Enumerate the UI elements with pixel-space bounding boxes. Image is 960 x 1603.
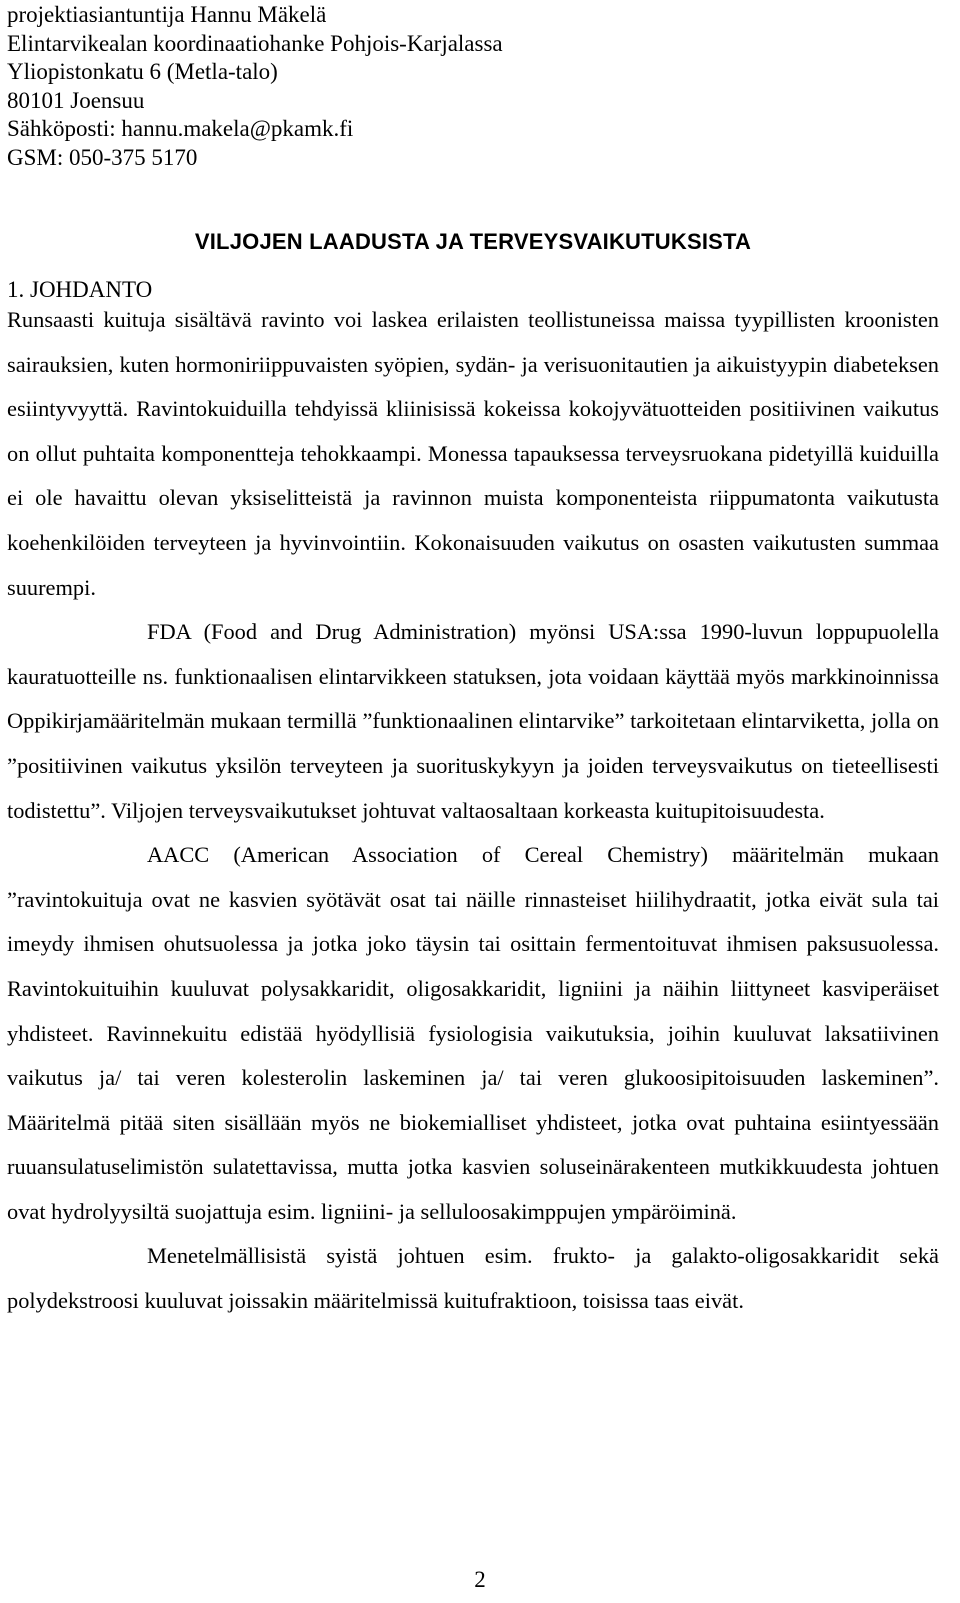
- document-title: VILJOJEN LAADUSTA JA TERVEYSVAIKUTUKSISTA: [194, 229, 752, 254]
- paragraph-introduction: Runsaasti kuituja sisältävä ravinto voi laskea erilaisten teollistuneissa maissa tyypillisten kroonisten sairauksien, kuten hormoniriippuvaisten syöpien, sydän- ja verisuonitautien ja aikuistyypin diabeteksen esiintyvyyttä. Ravintokuiduilla tehdyissä kliinisissä kokeissa kokojyvätuotteiden positiivinen vaikutus on ollut puhtaita komponentteja tehokkaampi. Monessa tapauksessa terveysruokana pidetyillä kuiduilla ei ole havaittu olevan yksiselitteistä ja ravinnon muista komponenteista riippumatonta vaikutusta koehenkilöiden terveyteen ja hyvinvointiin. Kokonaisuuden vaikutus on osasten vaikutusten summaa suurempi.: [7, 307, 939, 600]
- paragraph-methods: Menetelmällisistä syistä johtuen esim. frukto- ja galakto-oligosakkaridit sekä polydekstroosi kuuluvat joissakin määritelmissä kuitufraktioon, toisissa taas eivät.: [7, 1243, 939, 1314]
- contact-organization-line: Elintarvikealan koordinaatiohanke Pohjois-Karjalassa: [7, 30, 503, 56]
- contact-phone-line: GSM: 050-375 5170: [7, 144, 198, 170]
- paragraph-aacc: AACC (American Association of Cereal Chemistry) määritelmän mukaan ”ravintokuituja ovat ne kasvien syötävät osat tai näille rinnasteiset hiilihydraatit, jotka eivät sula tai imeydy ihmisen ohutsuolessa ja jotka joko täysin tai osittain fermentoituvat ihmisen paksusuolessa. Ravintokuituihin kuuluvat polysakkaridit, oligosakkaridit, ligniini ja näihin liittyneet kasviperäiset yhdisteet. Ravinnekuitu edistää hyödyllisiä fysiologisia vaikutuksia, joihin kuuluvat laksatiivinen vaikutus ja/ tai veren kolesterolin laskeminen ja/ tai veren glukoosipitoisuuden laskeminen”. Määritelmä pitää siten sisällään myös ne biokemialliset yhdisteet, jotka ovat puhtaina esiintyessään ruuansulatuselimistön sulatettavissa, mutta jotka kasvien soluseinärakenteen mutkikkuudesta johtuen ovat hydrolyysiltä suojattuja esim. ligniini- ja selluloosakimppujen ympäröiminä.: [7, 842, 939, 1224]
- section-heading: 1. JOHDANTO: [7, 277, 153, 302]
- contact-block: [7, 1, 939, 172]
- contact-postal-line: 80101 Joensuu: [7, 87, 145, 113]
- contact-email-line: Sähköposti: hannu.makela@pkamk.fi: [7, 116, 354, 141]
- page-number: 2: [474, 1567, 486, 1592]
- document-page: [7, 0, 939, 1324]
- contact-address-line: Yliopistonkatu 6 (Metla-talo): [7, 59, 278, 84]
- paragraph-fda: FDA (Food and Drug Administration) myönsi USA:ssa 1990-luvun loppupuolella kauratuotteille ns. funktionaalisen elintarvikkeen statuksen, jota voidaan käyttää myös markkinoinnissa Oppikirjamääritelmän mukaan termillä ”funktionaalinen elintarvike” tarkoitetaan elintarviketta, jolla on ”positiivinen vaikutus yksilön terveyteen ja suorituskykyyn ja joiden terveysvaikutus on tieteellisesti todistettu”. Viljojen terveysvaikutukset johtuvat valtaosaltaan korkeasta kuitupitoisuudesta.: [7, 619, 939, 823]
- contact-name-line: projektiasiantuntija Hannu Mäkelä: [7, 2, 327, 27]
